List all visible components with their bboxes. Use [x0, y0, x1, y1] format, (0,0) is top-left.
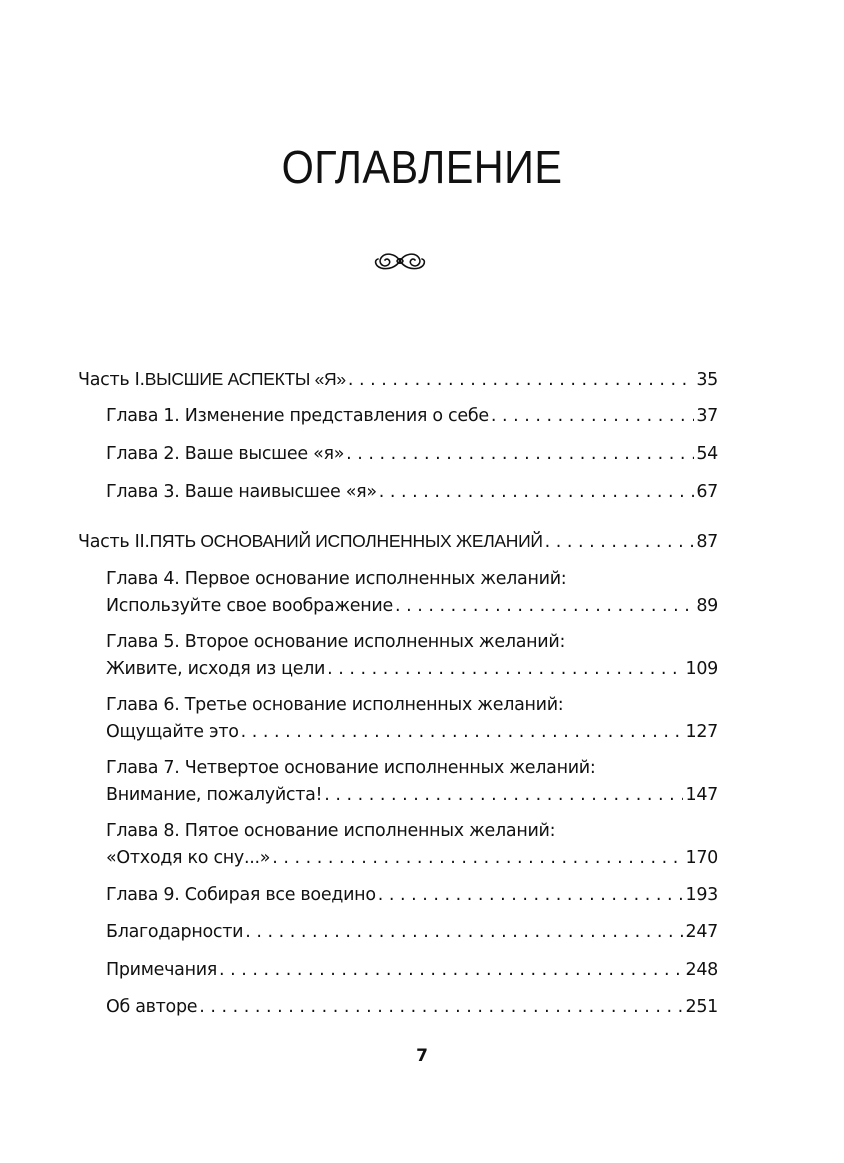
dot-leader: [545, 529, 695, 556]
toc-chapter-title: Внимание, пожалуйста!: [106, 785, 323, 805]
toc-chapter-6[interactable]: [106, 692, 718, 746]
toc-chapter-title: Живите, исходя из цели: [106, 659, 326, 679]
toc-chapter-7[interactable]: [106, 755, 718, 809]
toc-about-author[interactable]: [106, 994, 718, 1021]
toc-part-prefix: Часть I.: [78, 370, 145, 390]
toc-chapter-5[interactable]: [106, 629, 718, 683]
toc-page-number: 35: [696, 370, 718, 390]
toc-page-number: 109: [685, 659, 718, 679]
toc-chapter-title: Глава 2. Ваше высшее «я»: [106, 444, 345, 464]
toc-chapter-8[interactable]: [106, 818, 718, 872]
toc-notes[interactable]: [106, 957, 718, 984]
toc-page-number: 247: [685, 922, 718, 942]
dot-leader: [327, 656, 683, 683]
toc-chapter-title: Глава 9. Собирая все воедино: [106, 885, 376, 905]
toc-page-number: 54: [696, 444, 718, 464]
dot-leader: [241, 719, 684, 746]
toc-chapter-title-line1: Глава 4. Первое основание исполненных желаний:: [106, 569, 567, 589]
toc-chapter-2[interactable]: [106, 441, 718, 468]
toc-chapter-3[interactable]: [106, 479, 718, 506]
toc-page-number: 127: [685, 722, 718, 742]
toc-page-number: 67: [696, 482, 718, 502]
toc-page-number: 248: [685, 960, 718, 980]
toc-page-number: 147: [685, 785, 718, 805]
toc-page-number: 37: [696, 406, 718, 426]
page-number: 7: [416, 1046, 428, 1066]
toc-chapter-title: Примечания: [106, 960, 218, 980]
toc-chapter-title-line1: Глава 8. Пятое основание исполненных желаний:: [106, 821, 556, 841]
toc-chapter-title: Используйте свое воображение: [106, 596, 393, 616]
toc-chapter-title-line1: Глава 7. Четвертое основание исполненных желаний:: [106, 758, 596, 778]
dot-leader: [348, 367, 695, 394]
toc-part-title: ВЫСШИЕ АСПЕКТЫ «Я»: [144, 369, 346, 389]
dot-leader: [245, 919, 683, 946]
toc-page-number: 193: [685, 885, 718, 905]
page-title: ОГЛАВЛЕНИЕ: [281, 141, 563, 193]
toc-page-number: 170: [685, 848, 718, 868]
toc-chapter-title-line1: Глава 5. Второе основание исполненных желаний:: [106, 632, 566, 652]
dot-leader: [378, 882, 684, 909]
dot-leader: [324, 782, 683, 809]
dot-leader: [272, 845, 683, 872]
toc-chapter-title-line1: Глава 6. Третье основание исполненных желаний:: [106, 695, 564, 715]
flourish-ornament-icon: [369, 244, 431, 278]
toc-chapter-title: «Отходя ко сну...»: [106, 848, 271, 868]
dot-leader: [395, 593, 694, 620]
toc-part-1[interactable]: [78, 366, 718, 394]
dot-leader: [219, 957, 683, 984]
toc-chapter-title: Об авторе: [106, 997, 198, 1017]
toc-part-2[interactable]: [78, 528, 718, 556]
toc-chapter-4[interactable]: [106, 566, 718, 620]
dot-leader: [199, 994, 683, 1021]
toc-chapter-title: Глава 3. Ваше наивысшее «я»: [106, 482, 377, 502]
toc-chapter-title: Ощущайте это: [106, 722, 239, 742]
toc-chapter-1[interactable]: [106, 403, 718, 430]
dot-leader: [491, 403, 695, 430]
dot-leader: [346, 441, 694, 468]
toc-acknowledgements[interactable]: [106, 919, 718, 946]
dot-leader: [379, 479, 695, 506]
toc-chapter-9[interactable]: [106, 882, 718, 909]
toc-page-number: 89: [696, 596, 718, 616]
toc-part-title: ПЯТЬ ОСНОВАНИЙ ИСПОЛНЕННЫХ ЖЕЛАНИЙ: [149, 531, 543, 551]
toc-part-prefix: Часть II.: [78, 532, 150, 552]
toc-page-number: 87: [696, 532, 718, 552]
toc-chapter-title: Благодарности: [106, 922, 244, 942]
toc-page-number: 251: [685, 997, 718, 1017]
toc-chapter-title: Глава 1. Изменение представления о себе: [106, 406, 489, 426]
